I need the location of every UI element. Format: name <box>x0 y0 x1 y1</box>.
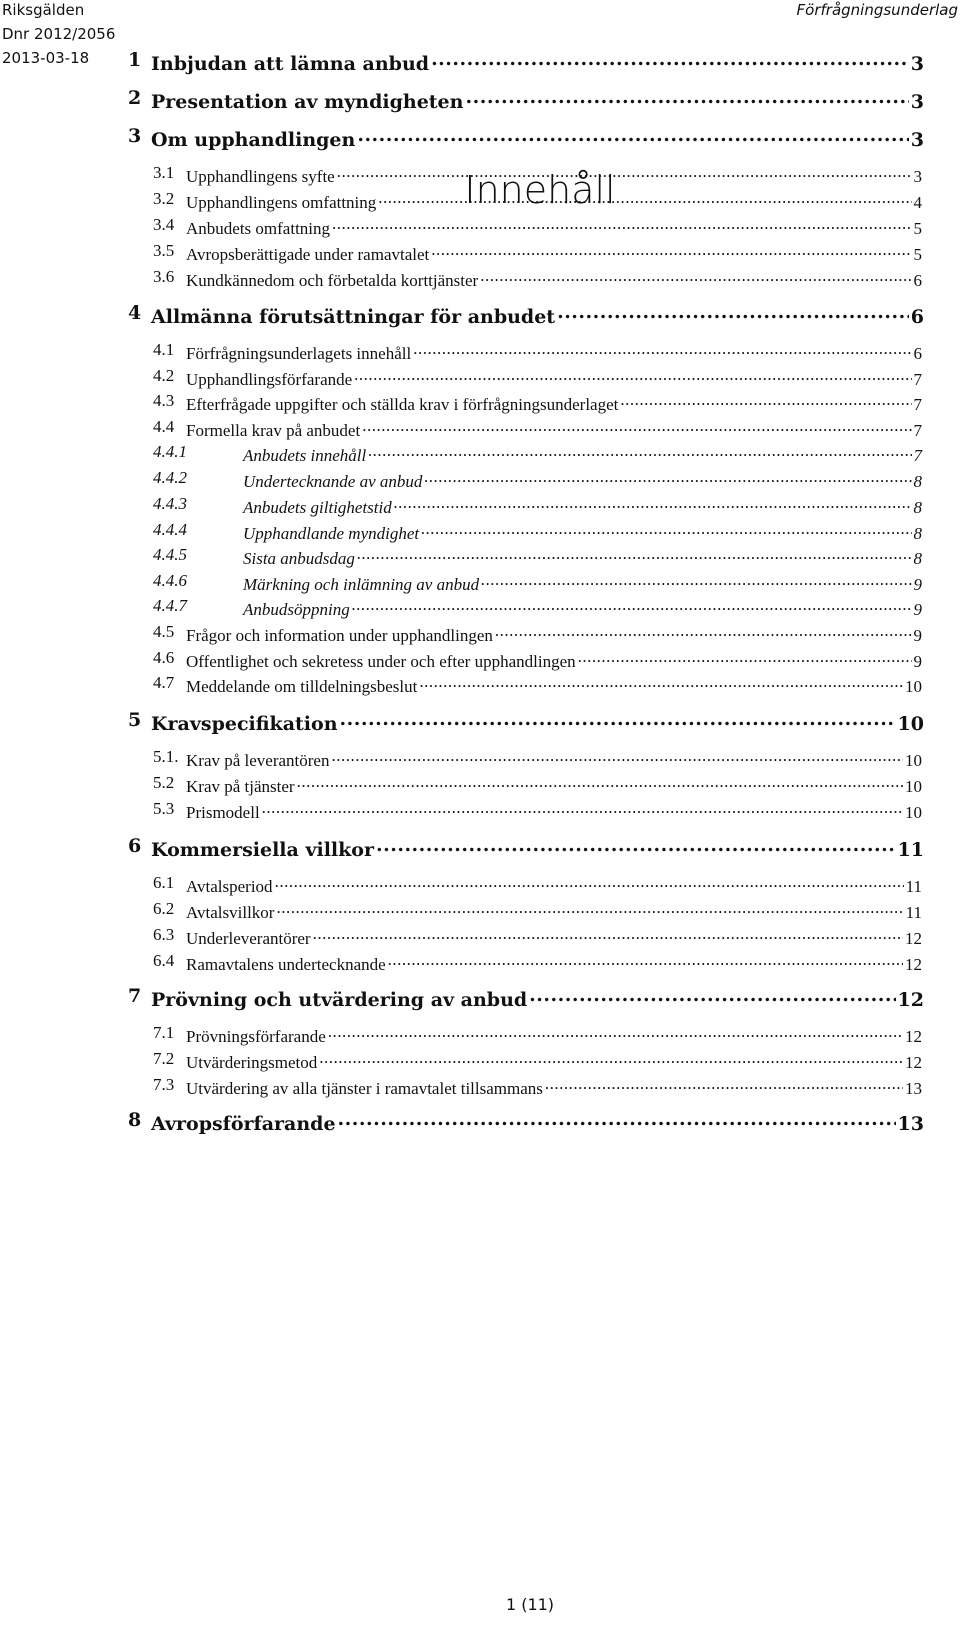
toc-leader-dots <box>338 1109 896 1130</box>
toc-entry-title: Frågor och information under upphandlingen <box>186 625 493 645</box>
toc-leader-dots <box>332 215 911 234</box>
toc-entry[interactable] <box>0 340 922 364</box>
toc-leader-dots <box>362 417 911 436</box>
toc-entry[interactable] <box>0 673 922 697</box>
toc-entry-number: 4.6 <box>153 648 175 667</box>
toc-entry-title: Prövningsförfarande <box>186 1026 326 1046</box>
toc-leader-dots <box>313 925 903 944</box>
toc-leader-dots <box>480 267 911 286</box>
toc-entry-number: 5.1. <box>153 747 179 766</box>
toc-entry-page: 12 <box>905 954 922 974</box>
toc-entry-number: 4.4.6 <box>153 571 187 590</box>
toc-leader-dots <box>413 340 911 359</box>
toc-entry-number: 4.3 <box>153 391 175 410</box>
toc-entry[interactable] <box>0 520 922 544</box>
header-date: 2013-03-18 <box>2 49 90 67</box>
toc-entry-page: 13 <box>905 1078 922 1098</box>
toc-leader-dots <box>578 648 912 667</box>
toc-entry-page: 7 <box>913 420 922 440</box>
toc-entry-number: 7.1 <box>153 1023 175 1042</box>
toc-entry-page: 10 <box>905 676 922 696</box>
toc-entry-title: Prismodell <box>186 802 260 822</box>
toc-entry-page: 9 <box>913 574 922 594</box>
toc-leader-dots <box>357 545 912 564</box>
toc-leader-dots <box>357 125 908 146</box>
toc-entry-title: Formella krav på anbudet <box>186 420 361 440</box>
toc-entry[interactable] <box>0 468 922 492</box>
toc-entry-page: 8 <box>913 523 922 543</box>
toc-entry-title: Förfrågningsunderlagets innehåll <box>186 343 412 363</box>
toc-entry-title: Anbudets omfattning <box>186 218 331 238</box>
toc-entry-number: 6.1 <box>153 873 175 892</box>
toc-leader-dots <box>340 709 896 730</box>
toc-entry-number: 4 <box>128 302 142 324</box>
toc-entry[interactable] <box>0 494 922 518</box>
toc-entry-number: 6 <box>128 835 142 857</box>
toc-leader-dots <box>394 494 912 513</box>
toc-entry-title: Upphandlingens syfte <box>186 166 335 186</box>
toc-entry[interactable] <box>0 873 922 897</box>
toc-entry-title: Underleverantörer <box>186 928 311 948</box>
toc-entry-page: 3 <box>910 52 924 75</box>
toc-entry[interactable] <box>0 391 922 415</box>
toc-leader-dots <box>421 520 911 539</box>
toc-entry-title: Avropsförfarande <box>151 1112 336 1135</box>
toc-entry-page: 10 <box>905 750 922 770</box>
toc-entry-title: Anbudets giltighetstid <box>243 497 392 517</box>
toc-entry-title: Allmänna förutsättningar för anbudet <box>151 305 556 328</box>
toc-entry-title: Anbudsöppning <box>243 599 350 619</box>
toc-entry-page: 5 <box>913 218 922 238</box>
toc-entry-page: 13 <box>897 1112 924 1135</box>
toc-entry-number: 5 <box>128 709 142 731</box>
toc-entry-title: Om upphandlingen <box>151 128 356 151</box>
toc-entry[interactable] <box>0 87 924 113</box>
toc-entry-page: 11 <box>905 876 922 896</box>
toc-leader-dots <box>275 873 904 892</box>
header-org: Riksgälden <box>2 1 85 19</box>
toc-entry-number: 7.3 <box>153 1075 175 1094</box>
toc-entry[interactable] <box>0 125 924 151</box>
toc-entry-number: 3.1 <box>153 163 175 182</box>
toc-entry-title: Märkning och inlämning av anbud <box>243 574 480 594</box>
toc-entry-page: 9 <box>913 651 922 671</box>
toc-entry-title: Kravspecifikation <box>151 712 338 735</box>
toc-entry-number: 4.2 <box>153 366 175 385</box>
toc-entry-title: Upphandlande myndighet <box>243 523 420 543</box>
toc-entry-number: 3.6 <box>153 267 175 286</box>
toc-entry-page: 5 <box>913 244 922 264</box>
toc-leader-dots <box>328 1023 903 1042</box>
toc-entry-number: 6.4 <box>153 951 175 970</box>
toc-leader-dots <box>545 1075 903 1094</box>
toc-entry-title: Efterfrågade uppgifter och ställda krav i förfrågningsunderlaget <box>186 394 619 414</box>
toc-entry-number: 3.5 <box>153 241 175 260</box>
toc-entry-page: 12 <box>897 988 924 1011</box>
toc-leader-dots <box>431 49 909 70</box>
toc-entry-page: 7 <box>913 445 922 465</box>
toc-entry-number: 4.4.5 <box>153 545 187 564</box>
toc-leader-dots <box>376 835 896 856</box>
toc-entry[interactable] <box>0 747 922 771</box>
toc-entry-page: 6 <box>913 270 922 290</box>
toc-entry-number: 6.2 <box>153 899 175 918</box>
toc-entry-number: 4.4.2 <box>153 468 187 487</box>
toc-entry-number: 4.4.7 <box>153 596 187 615</box>
toc-entry[interactable] <box>0 215 922 239</box>
toc-entry-title: Sista anbudsdag <box>243 548 355 568</box>
toc-entry[interactable] <box>0 1049 922 1073</box>
toc-entry-number: 4.4.4 <box>153 520 187 539</box>
toc-entry-title: Krav på tjänster <box>186 776 295 796</box>
page-number: 1 (11) <box>505 1595 555 1614</box>
toc-entry-title: Anbudets innehåll <box>243 445 367 465</box>
toc-leader-dots <box>352 596 912 615</box>
toc-entry-number: 7 <box>128 985 142 1007</box>
toc-entry-page: 12 <box>905 1052 922 1072</box>
toc-leader-dots <box>424 468 911 487</box>
toc-entry-number: 2 <box>128 87 142 109</box>
toc-leader-dots <box>557 302 909 323</box>
toc-entry-title: Presentation av myndigheten <box>151 90 464 113</box>
toc-entry-number: 4.4.3 <box>153 494 187 513</box>
toc-entry-page: 11 <box>897 838 924 861</box>
toc-entry[interactable] <box>0 1075 922 1099</box>
toc-entry[interactable] <box>0 241 922 265</box>
toc-entry-number: 4.7 <box>153 673 175 692</box>
toc-entry-page: 10 <box>897 712 924 735</box>
page-title: Innehåll <box>464 168 616 212</box>
toc-entry-page: 3 <box>910 128 924 151</box>
toc-entry[interactable] <box>0 442 922 466</box>
toc-entry[interactable] <box>0 622 922 646</box>
toc-leader-dots <box>495 622 912 641</box>
toc-entry-page: 3 <box>913 166 922 186</box>
toc-entry[interactable] <box>0 49 924 75</box>
toc-entry[interactable] <box>0 1109 924 1135</box>
toc-entry[interactable] <box>0 417 922 441</box>
toc-entry-title: Avtalsperiod <box>186 876 273 896</box>
toc-entry-page: 9 <box>913 599 922 619</box>
toc-entry-number: 4.4 <box>153 417 175 436</box>
toc-entry-number: 3.4 <box>153 215 175 234</box>
toc-entry[interactable] <box>0 899 922 923</box>
header-doc-type: Förfrågningsunderlag <box>796 1 958 19</box>
toc-entry[interactable] <box>0 163 922 187</box>
toc-entry[interactable] <box>0 985 924 1011</box>
toc-entry-title: Upphandlingens omfattning <box>186 192 377 212</box>
toc-entry-title: Ramavtalens undertecknande <box>186 954 386 974</box>
toc-entry-page: 10 <box>905 776 922 796</box>
toc-leader-dots <box>297 773 903 792</box>
toc-leader-dots <box>337 163 912 182</box>
toc-entry[interactable] <box>0 951 922 975</box>
toc-entry-number: 7.2 <box>153 1049 175 1068</box>
toc-entry-title: Kundkännedom och förbetalda korttjänster <box>186 270 479 290</box>
toc-entry-title: Avtalsvillkor <box>186 902 275 922</box>
toc-entry-number: 4.4.1 <box>153 442 187 461</box>
toc-entry-title: Prövning och utvärdering av anbud <box>151 988 528 1011</box>
toc-entry-page: 8 <box>913 497 922 517</box>
toc-entry-title: Inbjudan att lämna anbud <box>151 52 430 75</box>
toc-entry-number: 4.5 <box>153 622 175 641</box>
toc-entry[interactable] <box>0 267 922 291</box>
toc-entry-number: 6.3 <box>153 925 175 944</box>
toc-entry-page: 6 <box>913 343 922 363</box>
toc-entry[interactable] <box>0 925 922 949</box>
toc-entry-title: Meddelande om tilldelningsbeslut <box>186 676 418 696</box>
toc-leader-dots <box>529 985 895 1006</box>
toc-entry[interactable] <box>0 648 922 672</box>
toc-entry-title: Utvärderingsmetod <box>186 1052 318 1072</box>
toc-entry-number: 3.2 <box>153 189 175 208</box>
toc-entry-page: 4 <box>913 192 922 212</box>
toc-entry-title: Undertecknande av anbud <box>243 471 423 491</box>
toc-entry-page: 3 <box>910 90 924 113</box>
toc-entry[interactable] <box>0 596 922 620</box>
toc-entry-page: 12 <box>905 928 922 948</box>
toc-entry[interactable] <box>0 571 922 595</box>
toc-entry-page: 8 <box>913 548 922 568</box>
toc-entry-page: 9 <box>913 625 922 645</box>
toc-entry-page: 11 <box>905 902 922 922</box>
toc-entry[interactable] <box>0 1023 922 1047</box>
toc-entry-number: 1 <box>128 49 142 71</box>
toc-entry[interactable] <box>0 835 924 861</box>
toc-entry-page: 7 <box>913 394 922 414</box>
toc-leader-dots <box>276 899 903 918</box>
toc-entry[interactable] <box>0 709 924 735</box>
toc-leader-dots <box>354 366 911 385</box>
toc-leader-dots <box>388 951 903 970</box>
toc-entry-number: 5.2 <box>153 773 175 792</box>
toc-leader-dots <box>431 241 911 260</box>
toc-leader-dots <box>262 799 903 818</box>
toc-leader-dots <box>620 391 911 410</box>
toc-entry[interactable] <box>0 799 922 823</box>
toc-leader-dots <box>419 673 903 692</box>
toc-entry-title: Kommersiella villkor <box>151 838 374 861</box>
toc-entry[interactable] <box>0 366 922 390</box>
toc-entry-page: 8 <box>913 471 922 491</box>
toc-entry[interactable] <box>0 545 922 569</box>
toc-entry[interactable] <box>0 189 922 213</box>
toc-entry-title: Upphandlingsförfarande <box>186 369 353 389</box>
toc-leader-dots <box>378 189 911 208</box>
toc-entry[interactable] <box>0 302 924 328</box>
toc-leader-dots <box>465 87 908 108</box>
toc-entry-number: 8 <box>128 1109 142 1131</box>
header-dnr: Dnr 2012/2056 <box>2 25 116 43</box>
toc-entry-page: 6 <box>910 305 924 328</box>
toc-entry-title: Utvärdering av alla tjänster i ramavtalet tillsammans <box>186 1078 543 1098</box>
toc-entry-page: 10 <box>905 802 922 822</box>
toc-entry-title: Offentlighet och sekretess under och efter upphandlingen <box>186 651 576 671</box>
toc-entry-page: 7 <box>913 369 922 389</box>
toc-entry-number: 5.3 <box>153 799 175 818</box>
toc-entry-title: Krav på leverantören <box>186 750 330 770</box>
toc-entry-number: 4.1 <box>153 340 175 359</box>
toc-entry[interactable] <box>0 773 922 797</box>
toc-entry-page: 12 <box>905 1026 922 1046</box>
toc-leader-dots <box>368 442 911 461</box>
toc-entry-title: Avropsberättigade under ramavtalet <box>186 244 430 264</box>
toc-leader-dots <box>331 747 903 766</box>
toc-leader-dots <box>481 571 911 590</box>
toc-entry-number: 3 <box>128 125 142 147</box>
toc-leader-dots <box>319 1049 903 1068</box>
